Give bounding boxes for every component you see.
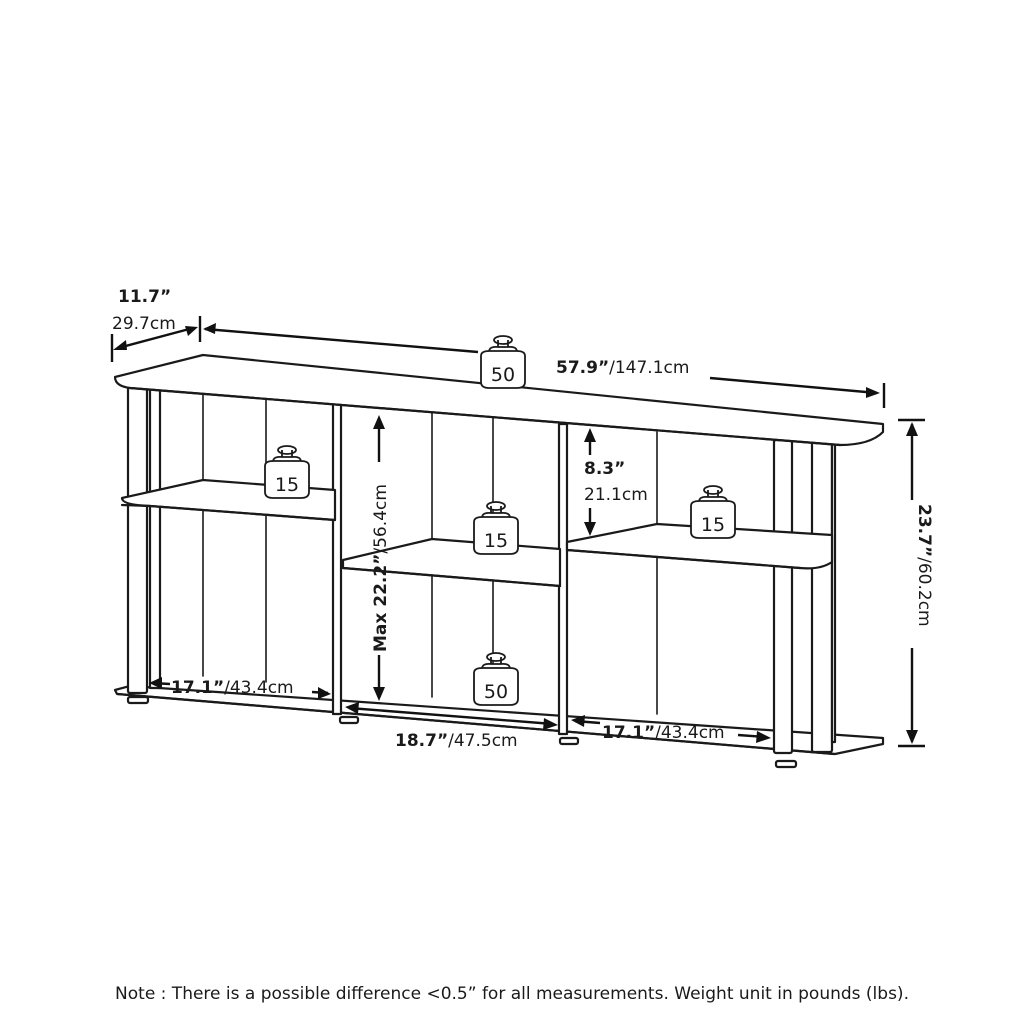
weight-center-label: 15 <box>483 530 509 552</box>
width-label <box>556 358 689 378</box>
shelf-gap-inch-label: 8.3” <box>584 459 626 479</box>
depth-cm-label: 29.7cm <box>112 314 176 334</box>
right-width-label <box>602 723 725 743</box>
depth-inch-label: 11.7” <box>118 287 172 307</box>
left-front-post <box>128 385 147 693</box>
left-width-cm-label: /43.4cm <box>224 678 294 698</box>
weight-bottom-label: 50 <box>483 681 509 703</box>
weight-right-label: 15 <box>700 514 726 536</box>
weight-left-shelf <box>265 446 309 498</box>
weight-top <box>481 336 525 388</box>
weight-top-label: 50 <box>490 364 516 386</box>
left-width-dimension <box>149 677 331 699</box>
divider-left <box>333 404 341 714</box>
depth-dimension <box>112 287 200 362</box>
shelf-gap-cm-label: 21.1cm <box>584 485 648 505</box>
center-width-cm-label: /47.5cm <box>448 731 518 751</box>
max-height-dimension <box>371 415 391 701</box>
right-width-cm-label: /43.4cm <box>655 723 725 743</box>
width-inch-label: 57.9” <box>556 358 610 378</box>
weight-right-shelf <box>691 486 735 538</box>
right-front-post <box>774 440 792 753</box>
max-height-cm-label: /56.4cm <box>371 484 391 554</box>
weight-left-label: 15 <box>274 474 300 496</box>
height-inch-label: 23.7” <box>914 504 934 558</box>
height-cm-label: /60.2cm <box>914 557 934 627</box>
center-width-label <box>395 731 518 751</box>
center-width-inch-label: 18.7” <box>395 731 449 751</box>
right-width-inch-label: 17.1” <box>602 723 656 743</box>
max-height-inch-label: Max 22.2” <box>371 553 391 652</box>
left-width-label <box>171 678 294 698</box>
left-width-inch-label: 17.1” <box>171 678 225 698</box>
measurement-note: Note : There is a possible difference <0.5” for all measurements. Weight unit in pounds (lbs). <box>115 984 909 1004</box>
max-height-label <box>371 484 391 652</box>
height-dimension <box>898 420 934 746</box>
width-cm-label: /147.1cm <box>609 358 690 378</box>
height-label <box>914 504 934 627</box>
shelf-gap-dimension <box>584 428 648 536</box>
weight-bottom <box>474 653 518 705</box>
weight-center-shelf <box>474 502 518 554</box>
